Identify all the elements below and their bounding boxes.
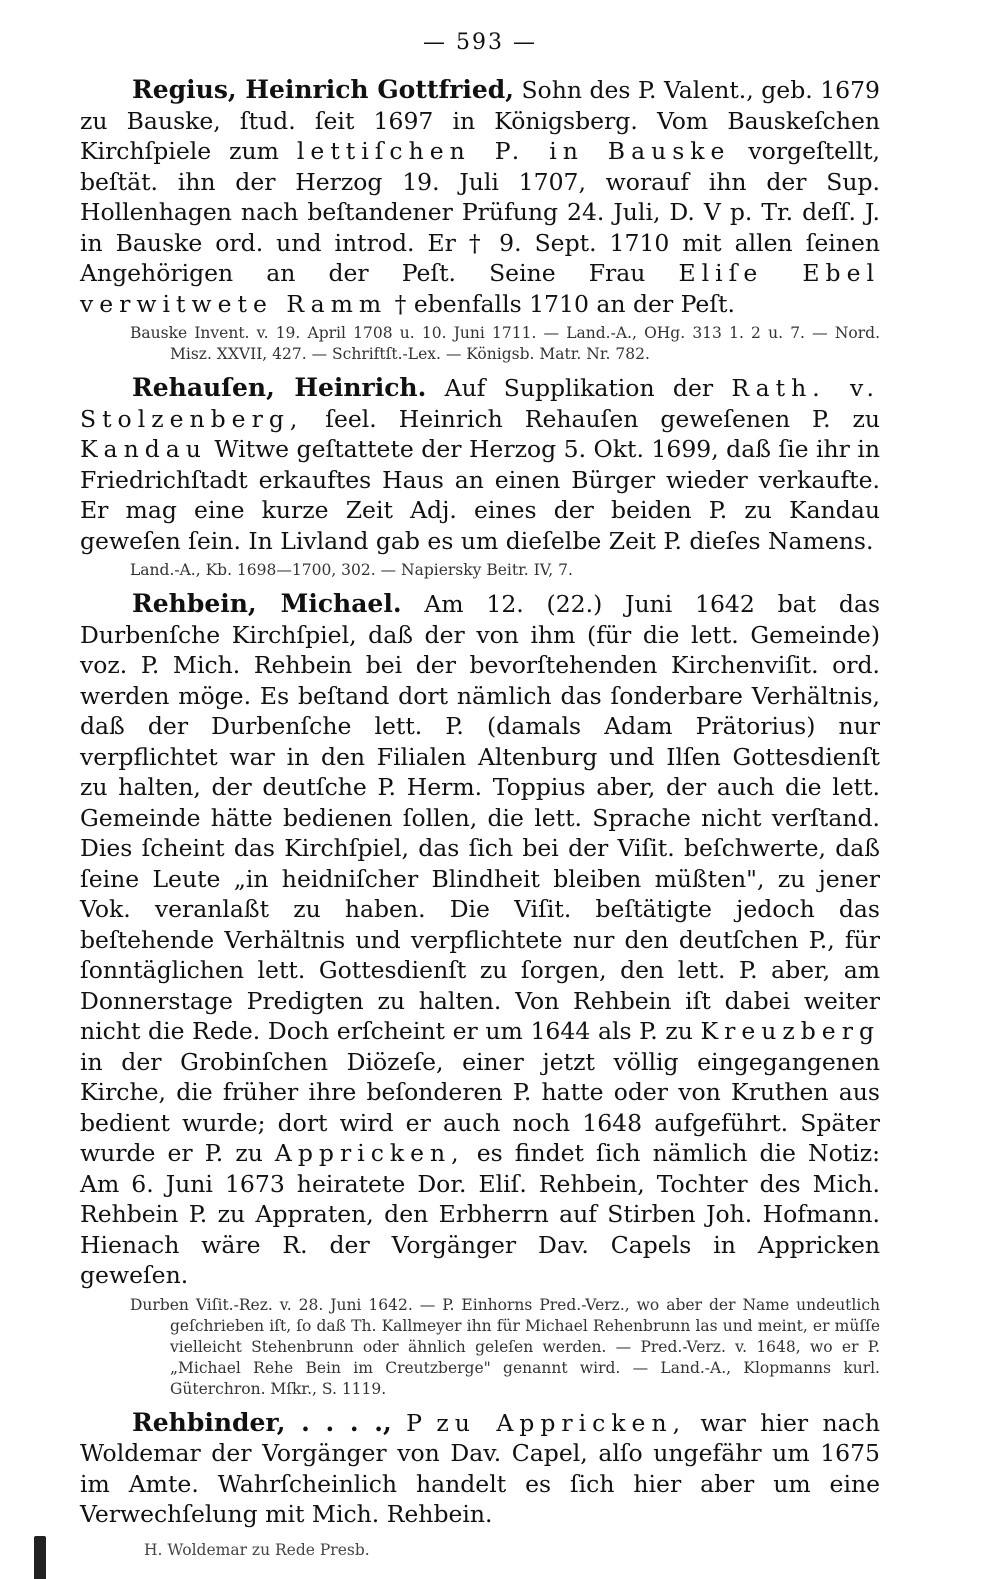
entry-text: Sohn des P. Valent., geb. 1679 zu Bauske, ſtud. ſeit 1697 in Königsberg. Vom Bauskeſchen Kirchſpiele zum — [80, 76, 880, 165]
spaced-text: Appricken, — [274, 1139, 465, 1167]
entry-rehausen — [80, 373, 880, 581]
entry-text: vorgeſtellt, beſtät. ihn der Herzog 19. Juli 1707, worauf ihn der Sup. Hollenhagen nach beſtandener Prüfung 24. Juli, D. V p. Tr. deſſ. J. in Bauske ord. und introd. Er † 9. Sept. 1710 mit allen ſeinen Angehörigen an der Peſt. Seine Frau — [80, 137, 880, 287]
entry-text: Auf Supplikation der — [426, 374, 732, 402]
entry-text: war hier nach Woldemar der Vorgänger von Dav. Capel, alſo ungefähr um 1675 im Amte. Wahrſcheinlich handelt es ſich hier aber um eine Verwechſelung mit Mich. Rehbein. — [80, 1408, 880, 1528]
source-note: Land.-A., Kb. 1698—1700, 302. — Napiersky Beitr. IV, 7. — [130, 561, 573, 579]
source-note: Durben Viſit.-Rez. v. 28. Juni 1642. — P. Einhorns Pred.-Verz., wo aber der Name undeutlich geſchrieben iſt, ſo daß Th. Kallmeyer ihn für Michael Rehenbrunn las und meint, er müſſe vielleicht Stehenbrunn oder ähnlich geleſen werden. — Pred.-Verz. v. 1648, wo er P. „Michael Rehe Bein im Creutzberge" genannt wird. — Land.-A., Klopmanns kurl. Güterchron. Mſkr., S. 1119. — [130, 1295, 880, 1398]
entry-heading: Rehauſen, Heinrich. — [132, 373, 427, 402]
spaced-text: Eliſe Ebel verwitwete Ramm — [80, 259, 880, 318]
entry-text: † ebenfalls 1710 an der Peſt. — [387, 289, 735, 318]
entry-rehbein — [80, 589, 880, 1400]
spaced-text: Kandau — [80, 435, 207, 463]
entry-text: es findet ſich nämlich die Notiz: Am 6. Juni 1673 heiratete Dor. Eliſ. Rehbein, Tochter des Mich. Rehbein P. zu Appraten, den Erbherrn auf Stirben Joh. Hofmann. Hienach wäre R. der Vorgänger Dav. Capels in Appricken geweſen. — [80, 1139, 880, 1289]
entry-body — [80, 1408, 880, 1530]
entry-text: in der Grobinſchen Diözeſe, einer jetzt völlig eingegangenen Kirche, die früher ihre beſonderen P. hatte oder von Kruthen aus bedient wurde; dort wird er auch noch 1648 aufgeführt. Später wurde er P. zu — [80, 1047, 880, 1167]
entry-text: Am 12. (22.) Juni 1642 bat das Durbenſche Kirchſpiel, daß der von ihm (für die lett. Gemeinde) voz. P. Mich. Rehbein bei der bevorſtehenden Kirchenviſit. ord. werden möge. Es beſtand dort nämlich das ſonderbare Verhältnis, daß der Durbenſche lett. P. (damals Adam Prätorius) nur verpflichtet war in den Filialen Altenburg und Ilſen Gottesdienſt zu halten, der deutſche P. Herm. Toppius aber, der auch die lett. Gemeinde hätte bedienen ſollen, die lett. Sprache nicht verſtand. Dies ſcheint das Kirchſpiel, das ſich bei der Viſit. beſchwerte, daß ſeine Leute „in heidniſcher Blindheit bleiben müßten", zu jener Vok. veranlaßt zu haben. Die Viſit. beſtätigte jedoch das beſtehende Verhältnis und verpflichtete nur den deutſchen P., für ſonntäglichen lett. Gottesdienſt zu ſorgen, den lett. P. aber, am Donnerstage Predigten zu halten. Von Rehbein iſt dabei weiter nicht die Rede. Doch erſcheint er um 1644 als P. zu — [80, 590, 881, 1045]
page-number: — 593 — — [423, 30, 537, 55]
entry-heading: Regius, Heinrich Gottfried, — [132, 75, 514, 104]
page — [80, 30, 880, 1569]
source-note: Bauske Invent. v. 19. April 1708 u. 10. Juni 1711. — Land.-A., OHg. 313 1. 2 u. 7. — Nord. Misz. XXVII, 427. — Schriftſt.-Lex. — Königsb. Matr. Nr. 782. — [130, 324, 880, 363]
source-note: H. Woldemar zu Rede Presb. — [144, 1540, 370, 1559]
entry-heading: Rehbinder, . . . ., — [132, 1407, 392, 1437]
spaced-text: zu Appricken, — [436, 1408, 687, 1437]
entry-text: ſeel. Heinrich Rehauſen geweſenen P. zu — [303, 404, 880, 433]
spaced-text: lettiſchen P. in Bauske — [296, 137, 731, 165]
spaced-text: Rath. v. Stolzenberg, — [80, 374, 880, 433]
entry-body — [80, 373, 880, 556]
entry-body — [80, 75, 880, 319]
spaced-text: Kreuzberg — [700, 1017, 880, 1045]
entry-body — [80, 589, 880, 1291]
entry-rehbinder — [80, 1408, 880, 1561]
page-edge-mark — [34, 1536, 46, 1579]
entry-heading: Rehbein, Michael. — [132, 589, 402, 618]
entry-text: Witwe geſtattete der Herzog 5. Okt. 1699, daß ſie ihr in Friedrichſtadt erkauftes Haus an einen Bürger wieder verkaufte. Er mag eine kurze Zeit Adj. eines der beiden P. zu Kandau geweſen ſein. In Livland gab es um dieſelbe Zeit P. dieſes Namens. — [80, 435, 880, 555]
entry-regius — [80, 75, 880, 365]
entry-text: P — [391, 1408, 437, 1437]
